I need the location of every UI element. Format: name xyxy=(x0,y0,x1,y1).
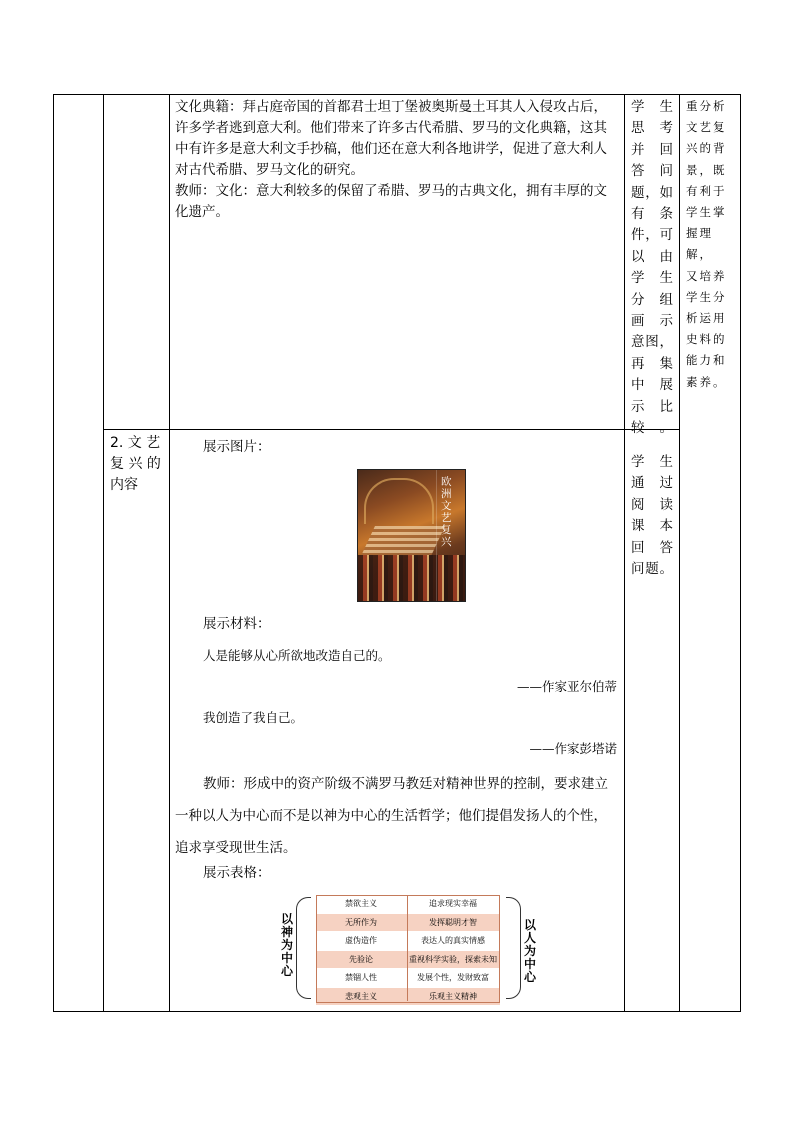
comparison-diagram xyxy=(278,893,548,1008)
column-divider-4 xyxy=(679,94,680,1012)
section-title xyxy=(110,433,166,496)
human-centered-cell: 乐观主义精神 xyxy=(429,991,477,1001)
activity-line: 课 本 xyxy=(631,518,673,535)
column-divider-2 xyxy=(169,94,170,1012)
section-title-line: 复 兴 的 xyxy=(110,456,161,472)
activity-line: 思 考 xyxy=(631,120,673,137)
table-left-border xyxy=(53,94,54,1012)
right-label-human-centered: 以人为中心 xyxy=(523,918,536,984)
right-brace-icon xyxy=(506,897,521,999)
activity-line: 并 回 xyxy=(631,141,673,158)
human-centered-cell: 发挥聪明才智 xyxy=(429,917,477,927)
activity-line: 较。 xyxy=(631,420,673,437)
row1-student-activity xyxy=(631,97,673,440)
intent-line: 有利于 xyxy=(686,183,727,198)
row1-content xyxy=(175,97,619,223)
activity-line: 有 条 xyxy=(631,206,673,223)
comparison-table-frame xyxy=(316,895,500,1003)
quote-2-author: ——作家彭塔诺 xyxy=(529,741,617,756)
teacher-note-paragraph: 教师：文化：意大利较多的保留了希腊、罗马的古典文化，拥有丰厚的文化遗产。 xyxy=(175,183,607,220)
human-centered-cell: 表达人的真实情感 xyxy=(421,936,485,945)
human-centered-cell: 重视科学实验，探索未知 xyxy=(409,954,497,964)
cover-stairs-art xyxy=(361,526,445,556)
intent-line: 又培养 xyxy=(686,268,727,283)
god-centered-cell: 悲观主义 xyxy=(345,991,377,1001)
activity-line: 答 问 xyxy=(631,163,673,180)
intent-line: 析运用 xyxy=(686,311,727,326)
activity-line: 通 过 xyxy=(631,475,673,492)
human-centered-cell: 追求现实幸福 xyxy=(429,899,477,908)
row-divider xyxy=(103,429,680,430)
activity-line: 分 组 xyxy=(631,291,673,308)
column-divider-1 xyxy=(103,94,104,1012)
design-intent-column xyxy=(686,96,734,393)
cover-arch-art xyxy=(364,478,434,524)
activity-line: 题，如 xyxy=(631,184,673,201)
god-centered-cell: 禁欲主义 xyxy=(345,899,377,908)
activity-line: 学 生 xyxy=(631,454,673,470)
comparison-table-divider xyxy=(407,895,408,1001)
left-brace-icon xyxy=(296,897,311,999)
activity-line: 意图， xyxy=(631,334,673,351)
teacher-explanation xyxy=(175,768,619,864)
show-picture-label: 展示图片： xyxy=(203,439,271,455)
activity-line: 中 展 xyxy=(631,377,673,394)
intent-line: 史料的 xyxy=(686,332,727,347)
activity-line: 再 集 xyxy=(631,355,673,372)
intent-line: 能力和 xyxy=(686,353,727,368)
left-label-god-centered: 以神为中心 xyxy=(280,912,293,978)
quote-2: 我创造了我自己。 xyxy=(203,710,304,725)
table-top-border xyxy=(53,94,740,95)
activity-line: 问题。 xyxy=(631,561,673,578)
activity-line: 以 由 xyxy=(631,248,673,265)
activity-line: 学 生 xyxy=(631,99,673,115)
quote-1: 人是能够从心所欲地改造自己的。 xyxy=(203,648,391,663)
section-title-line: 内容 xyxy=(110,477,138,493)
intent-line: 文艺复 xyxy=(686,120,727,135)
god-centered-cell: 无所作为 xyxy=(345,917,377,927)
teacher-explanation-text: 教师：形成中的资产阶级不满罗马教廷对精神世界的控制，要求建立一种以人为中心而不是以神为中心的生活哲学；他们提倡发扬人的个性，追求享受现世生活。 xyxy=(175,776,608,856)
intent-line: 握理解， xyxy=(686,226,713,262)
human-centered-cell: 发展个性，发财致富 xyxy=(417,973,489,982)
table-bottom-border xyxy=(53,1011,740,1012)
god-centered-cell: 先验论 xyxy=(349,954,373,964)
cultural-classics-paragraph: 文化典籍：拜占庭帝国的首都君士坦丁堡被奥斯曼土耳其人入侵攻占后，许多学者逃到意大利。他们带来了许多古代希腊、罗马的文化典籍，这其中有许多是意大利文手抄稿，他们还在意大利各地讲学，促进了意大利人对古代希腊、罗马文化的研究。 xyxy=(175,99,607,178)
activity-line: 学 生 xyxy=(631,270,673,287)
activity-line: 画 示 xyxy=(631,313,673,330)
quote-1-author: ——作家亚尔伯蒂 xyxy=(516,679,617,694)
row2-student-activity xyxy=(631,452,673,580)
cover-title-band xyxy=(436,470,437,601)
intent-line: 学生掌 xyxy=(686,205,727,220)
god-centered-cell: 虚伪造作 xyxy=(345,936,377,945)
intent-line: 素养。 xyxy=(686,374,727,389)
activity-line: 件，可 xyxy=(631,227,673,244)
cover-title: 欧洲文艺复兴 xyxy=(441,476,452,548)
activity-line: 回 答 xyxy=(631,539,673,556)
section-title-line: 2. 文 艺 xyxy=(110,435,161,451)
activity-line: 阅 读 xyxy=(631,496,673,513)
cover-crowd-art xyxy=(358,555,465,601)
book-cover-image xyxy=(357,469,466,602)
show-table-label: 展示表格： xyxy=(203,865,271,881)
god-centered-cell: 禁锢人性 xyxy=(345,973,377,982)
intent-line: 兴的背 xyxy=(686,141,727,156)
activity-line: 示 比 xyxy=(631,398,673,415)
intent-line: 景，既 xyxy=(686,162,727,177)
table-right-border xyxy=(740,94,741,1012)
intent-line: 学生分 xyxy=(686,289,727,304)
show-material-label: 展示材料： xyxy=(203,616,271,632)
column-divider-3 xyxy=(624,94,625,1012)
intent-line: 重分析 xyxy=(686,99,727,113)
